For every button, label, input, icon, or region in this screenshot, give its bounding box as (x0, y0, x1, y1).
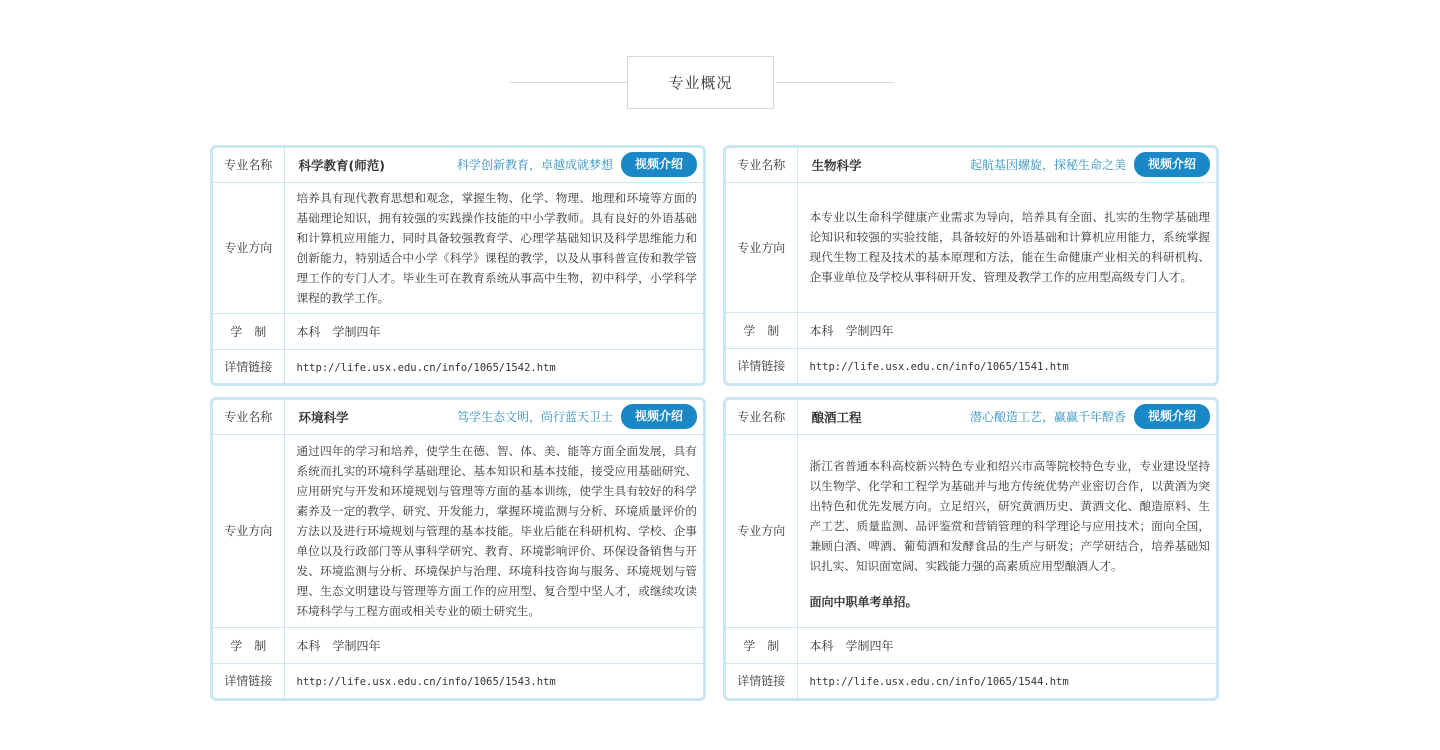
major-name: 环境科学 (298, 409, 349, 425)
major-note: 面向中职单考单招。 (809, 595, 918, 609)
detail-link[interactable]: http://life.usx.edu.cn/info/1065/1541.htm (809, 360, 1069, 373)
label-detail-link: 详情链接 (213, 349, 284, 384)
major-table (213, 148, 703, 384)
section-title: 专业概况 (627, 56, 774, 109)
major-description: 本专业以生命科学健康产业需求为导向，培养具有全面、扎实的生物学基础理论知识和较强的实验技能，具备较好的外语基础和计算机应用能力，系统掌握现代生物工程及技术的基本原理和方法，能在生命健康产业相关的科研机构、企事业单位及学校从事科研开发、管理及教学工作的应用型高级专门人才。 (809, 210, 1210, 284)
video-intro-button[interactable]: 视频介绍 (1134, 152, 1210, 177)
label-major-direction: 专业方向 (213, 434, 284, 627)
label-detail-link: 详情链接 (726, 663, 797, 698)
detail-link[interactable]: http://life.usx.edu.cn/info/1065/1544.htm (809, 675, 1069, 688)
video-intro-button[interactable]: 视频介绍 (1134, 404, 1210, 429)
label-duration: 学 制 (726, 627, 797, 663)
video-intro-button[interactable]: 视频介绍 (621, 404, 697, 429)
video-intro-button[interactable]: 视频介绍 (621, 152, 697, 177)
detail-link[interactable]: http://life.usx.edu.cn/info/1065/1542.htm (296, 361, 556, 374)
major-slogan: 潜心酿造工艺，赢赢千年醇香 (969, 410, 1126, 425)
major-slogan: 科学创新教育，卓越成就梦想 (456, 158, 613, 173)
major-name: 酿酒工程 (811, 409, 862, 425)
heading-divider-right (776, 82, 894, 83)
label-major-direction: 专业方向 (726, 182, 797, 312)
major-table (726, 148, 1216, 383)
label-major-name: 专业名称 (726, 148, 797, 182)
major-description: 浙江省普通本科高校新兴特色专业和绍兴市高等院校特色专业，专业建设坚持以生物学、化学和工程学为基础并与地方传统优势产业密切合作，以黄酒为突出特色和优先发展方向。立足绍兴，研究黄酒历史、黄酒文化、酿造原料、生产工艺、质量监测、品评鉴赏和营销管理的科学理论与应用技术；面向全国，兼顾白酒、啤酒、葡萄酒和发酵食品的生产与研发；产学研结合，培养基础知识扎实、知识面宽阔、实践能力强的高素质应用型酿酒人才。 (809, 459, 1210, 573)
heading-divider-left (510, 82, 628, 83)
label-duration: 学 制 (213, 627, 284, 663)
major-card-biological-science (723, 145, 1219, 386)
section-heading (510, 56, 894, 109)
major-card-brewing-engineering (723, 397, 1219, 701)
label-major-name: 专业名称 (213, 400, 284, 434)
label-duration: 学 制 (213, 313, 284, 349)
major-name: 科学教育(师范) (298, 157, 385, 173)
major-card-science-education (210, 145, 706, 386)
major-card-environmental-science (210, 397, 706, 701)
major-duration: 本科 学制四年 (296, 638, 381, 653)
detail-link[interactable]: http://life.usx.edu.cn/info/1065/1543.htm (296, 675, 556, 688)
major-description: 通过四年的学习和培养，使学生在德、智、体、美、能等方面全面发展，具有系统而扎实的环境科学基础理论、基本知识和基本技能，接受应用基础研究、应用研究与开发和环境规划与管理等方面的基本训练，使学生具有较好的科学素养及一定的教学、研究、开发能力，掌握环境监测与分析、环境质量评价的方法以及进行环境规划与管理的基本技能。毕业后能在科研机构、学校、企事单位以及行政部门等从事科学研究、教育、环境影响评价、环保设备销售与开发、环境监测与分析、环境保护与治理、环境科技咨询与服务、环境规划与管理、生态文明建设与管理等方面工作的应用型、复合型中坚人才，或继续攻读环境科学与工程方面或相关专业的硕士研究生。 (296, 443, 697, 618)
label-duration: 学 制 (726, 312, 797, 348)
label-major-direction: 专业方向 (213, 182, 284, 313)
major-table (726, 400, 1216, 698)
major-slogan: 笃学生态文明，尚行蓝天卫士 (456, 410, 613, 425)
label-detail-link: 详情链接 (726, 348, 797, 383)
major-duration: 本科 学制四年 (296, 324, 381, 339)
major-duration: 本科 学制四年 (809, 323, 894, 338)
major-name: 生物科学 (811, 157, 862, 173)
major-description: 培养具有现代教育思想和观念，掌握生物、化学、物理、地理和环境等方面的基础理论知识，拥有较强的实践操作技能的中小学教师。具有良好的外语基础和计算机应用能力，同时具备较强教育学、心理学基础知识及科学思维能力和创新能力，特别适合中小学《科学》课程的教学，以及从事科普宣传和教学管理工作的专门人才。毕业生可在教育系统从事高中生物，初中科学，小学科学课程的教学工作。 (296, 190, 697, 305)
label-major-direction: 专业方向 (726, 434, 797, 627)
major-slogan: 起航基因螺旋，探秘生命之美 (969, 158, 1126, 173)
label-major-name: 专业名称 (726, 400, 797, 434)
major-duration: 本科 学制四年 (809, 638, 894, 653)
label-detail-link: 详情链接 (213, 663, 284, 698)
label-major-name: 专业名称 (213, 148, 284, 182)
major-table (213, 400, 703, 698)
